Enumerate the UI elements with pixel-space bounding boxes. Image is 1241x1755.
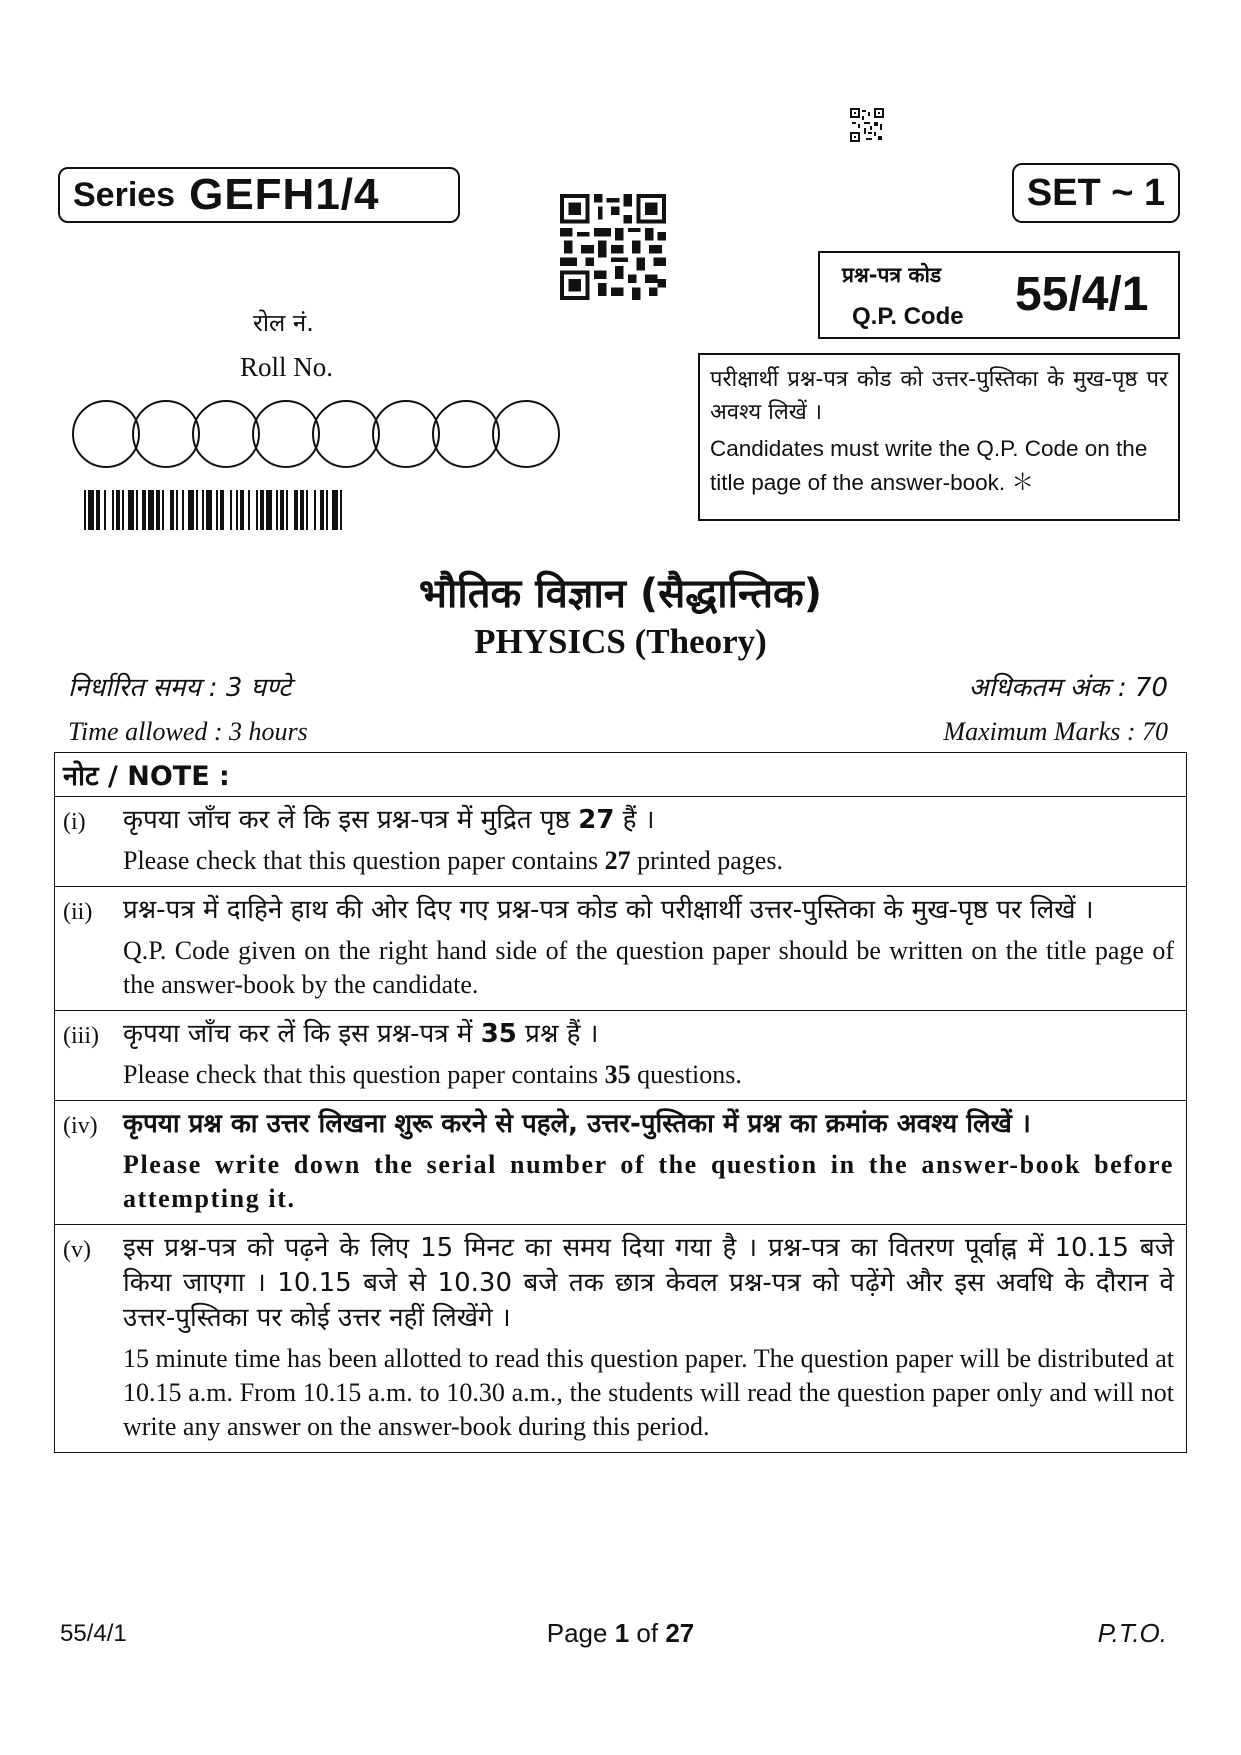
- page-label: Page: [546, 1618, 615, 1648]
- roll-number-circles: [72, 400, 552, 468]
- roll-label-english: Roll No.: [240, 352, 334, 382]
- note-text-part: questions.: [630, 1060, 742, 1089]
- title-hindi: भौतिक विज्ञान (सैद्धान्तिक): [418, 571, 823, 617]
- page-count: 27: [604, 846, 631, 875]
- note-item-2: [55, 887, 1186, 1011]
- note-text-part: कृपया जाँच कर लें कि इस प्रश्न-पत्र में मुद्रित पृष्ठ: [123, 805, 579, 835]
- roll-digit-circle: [372, 400, 440, 468]
- qp-code-box: [818, 251, 1180, 339]
- notes-heading: नोट / NOTE :: [55, 753, 1186, 797]
- current-page: 1: [614, 1618, 630, 1648]
- series-box: [58, 167, 460, 223]
- note-text-part: प्रश्न हैं ।: [516, 1019, 599, 1049]
- note-text-english: [123, 1058, 1174, 1092]
- please-turn-over: P.T.O.: [1097, 1618, 1167, 1648]
- note-text-part: हैं ।: [614, 805, 655, 835]
- note-number: (v): [63, 1237, 91, 1263]
- series-value: GEFH1/4: [189, 170, 380, 219]
- qp-code-label-hindi: प्रश्न-पत्र कोड: [842, 263, 942, 287]
- note-text-hindi: कृपया प्रश्न का उत्तर लिखना शुरू करने से पहले, उत्तर-पुस्तिका में प्रश्न का क्रमांक अवश्य लिखें ।: [123, 1109, 1031, 1139]
- qp-code-value: 55/4/1: [1015, 268, 1149, 321]
- question-count: 35: [480, 1019, 517, 1049]
- note-item-1: [55, 797, 1186, 887]
- page-count: 27: [578, 805, 615, 835]
- note-text-hindi: [123, 803, 1174, 838]
- barcode: [80, 490, 458, 530]
- title-english: PHYSICS (Theory): [474, 622, 767, 661]
- page-label: of: [629, 1618, 666, 1648]
- note-text-hindi: [123, 1017, 1174, 1052]
- qr-code: [560, 194, 666, 300]
- note-text-english: Q.P. Code given on the right hand side of the question paper should be written on the title page of the answer-book by the candidate.: [123, 936, 1174, 999]
- note-number: (ii): [63, 899, 93, 925]
- max-marks-hindi: अधिकतम अंक : 70: [968, 673, 1168, 703]
- roll-digit-circle: [192, 400, 260, 468]
- note-text-hindi: प्रश्न-पत्र में दाहिने हाथ की ओर दिए गए प्रश्न-पत्र कोड को परीक्षार्थी उत्तर-पुस्तिका के मुख-पृष्ठ पर लिखें ।: [123, 895, 1094, 925]
- note-item-4: [55, 1101, 1186, 1225]
- note-item-5: [55, 1225, 1186, 1452]
- page-number: [0, 1618, 1241, 1649]
- note-number: (i): [63, 809, 86, 835]
- time-allowed-hindi: निर्धारित समय : 3 घण्टे: [68, 673, 292, 703]
- note-text-part: Please check that this question paper contains: [123, 846, 605, 875]
- roll-digit-circle: [492, 400, 560, 468]
- question-count: 35: [604, 1060, 631, 1089]
- set-box: SET ~ 1: [1012, 163, 1180, 223]
- note-text-english: Please write down the serial number of the question in the answer-book before attempting it.: [123, 1150, 1174, 1213]
- small-qr-code: [850, 108, 884, 142]
- footer-qp-code: 55/4/1: [60, 1620, 127, 1647]
- roll-digit-circle: [72, 400, 140, 468]
- candidate-instruction-hindi: परीक्षार्थी प्रश्न-पत्र कोड को उत्तर-पुस्तिका के मुख-पृष्ठ पर अवश्य लिखें ।: [710, 367, 1168, 425]
- note-text-english: [123, 844, 1174, 878]
- note-number: (iv): [63, 1113, 98, 1139]
- time-allowed-english: Time allowed : 3 hours: [68, 717, 308, 746]
- max-marks-english: Maximum Marks : 70: [943, 717, 1168, 746]
- note-text-part: कृपया जाँच कर लें कि इस प्रश्न-पत्र में: [123, 1019, 481, 1049]
- note-number: (iii): [63, 1023, 99, 1049]
- notes-table: [54, 752, 1187, 1453]
- roll-digit-circle: [432, 400, 500, 468]
- note-text-hindi: इस प्रश्न-पत्र को पढ़ने के लिए 15 मिनट का समय दिया गया है । प्रश्न-पत्र का वितरण पूर्वाह्न में 10.15 बजे किया जाएगा । 10.15 बजे से 10.30 बजे तक छात्र केवल प्रश्न-पत्र को पढ़ेंगे और इस अवधि के दौरान वे उत्तर-पुस्तिका पर कोई उत्तर नहीं लिखेंगे ।: [123, 1233, 1174, 1333]
- candidate-instruction-english: Candidates must write the Q.P. Code on the title page of the answer-book. ＊: [710, 436, 1148, 495]
- qp-code-label-english: Q.P. Code: [852, 303, 964, 330]
- total-pages: 27: [665, 1618, 695, 1648]
- note-text-part: printed pages.: [630, 846, 783, 875]
- roll-label-hindi: रोल नं.: [253, 309, 314, 337]
- candidate-instruction-box: [698, 353, 1180, 521]
- note-text-english: 15 minute time has been allotted to read this question paper. The question paper will be distributed at 10.15 a.m. From 10.15 a.m. to 10.30 a.m., the students will read the question paper only and will not write any answer on the answer-book during this period.: [123, 1344, 1174, 1441]
- roll-digit-circle: [312, 400, 380, 468]
- roll-digit-circle: [252, 400, 320, 468]
- note-item-3: [55, 1011, 1186, 1101]
- series-label: Series: [73, 175, 176, 214]
- note-text-part: Please check that this question paper contains: [123, 1060, 605, 1089]
- roll-digit-circle: [132, 400, 200, 468]
